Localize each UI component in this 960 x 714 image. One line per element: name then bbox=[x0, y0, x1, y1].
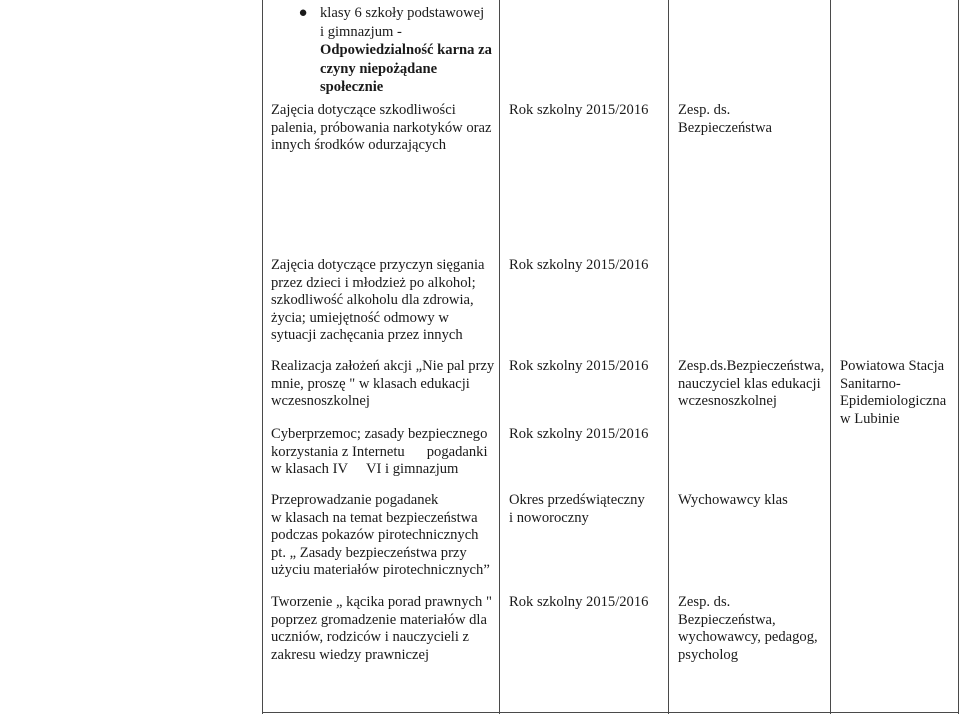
text-line: szkodliwość alkoholu dla zdrowia, bbox=[271, 292, 474, 308]
activity-cell-alcohol bbox=[271, 257, 496, 345]
text-line: w Lubinie bbox=[840, 410, 900, 427]
text-line: sytuacji zachęcania przez innych bbox=[271, 327, 463, 343]
text-line: Zesp.ds.Bezpieczeństwa, bbox=[678, 358, 825, 374]
text-line: podczas pokazów pirotechnicznych bbox=[271, 527, 479, 543]
activity-cell-nie-pal bbox=[271, 358, 496, 411]
bullet-icon: ● bbox=[298, 5, 308, 21]
text-line: Epidemiologiczna bbox=[840, 393, 947, 409]
text-line: i noworoczny bbox=[509, 509, 589, 526]
table-border-bottom bbox=[262, 712, 959, 713]
column-divider-responsible-partner bbox=[830, 0, 831, 714]
term-cell-smoking: Rok szkolny 2015/2016 bbox=[509, 102, 649, 118]
responsible-cell-legal bbox=[678, 594, 818, 664]
text-line: w klasach na temat bezpieczeństwa bbox=[271, 509, 478, 526]
activity-cell-fireworks bbox=[271, 492, 496, 580]
text-fragment: w klasach IV bbox=[271, 461, 348, 477]
term-cell-fireworks bbox=[509, 492, 645, 527]
text-line bbox=[271, 461, 496, 479]
responsible-cell-nie-pal bbox=[678, 358, 824, 411]
text-line: Zajęcia dotyczące szkodliwości bbox=[271, 102, 456, 118]
responsible-cell-fireworks: Wychowawcy klas bbox=[678, 492, 788, 508]
bold-text-line: Odpowiedzialność karna za bbox=[320, 42, 492, 58]
text-line: życia; umiejętność odmowy w bbox=[271, 309, 449, 326]
text-line: Bezpieczeństwa bbox=[678, 119, 772, 136]
table-border-right bbox=[958, 0, 959, 714]
term-cell-cyber: Rok szkolny 2015/2016 bbox=[509, 426, 649, 442]
text-line: Sanitarno- bbox=[840, 375, 901, 392]
text-line: Cyberprzemoc; zasady bezpiecznego bbox=[271, 426, 488, 442]
text-line: palenia, próbowania narkotyków oraz bbox=[271, 119, 492, 136]
text-line: Zajęcia dotyczące przyczyn sięgania bbox=[271, 257, 485, 273]
term-cell-legal: Rok szkolny 2015/2016 bbox=[509, 594, 649, 610]
bold-text-line: czyny niepożądane bbox=[320, 60, 438, 77]
text-fragment: korzystania z Internetu bbox=[271, 443, 405, 460]
text-line: Okres przedświąteczny bbox=[509, 492, 645, 508]
bullet-item-text bbox=[320, 4, 520, 97]
text-line: Realizacja założeń akcji „Nie pal przy bbox=[271, 358, 495, 374]
term-cell-alcohol: Rok szkolny 2015/2016 bbox=[509, 257, 649, 273]
text-line: klasy 6 szkoły podstawowej bbox=[320, 5, 485, 21]
text-line: poprzez gromadzenie materiałów dla bbox=[271, 611, 487, 628]
text-line: wczesnoszkolnej bbox=[271, 393, 370, 409]
text-line: Bezpieczeństwa, bbox=[678, 611, 776, 628]
text-line: innych środków odurzających bbox=[271, 137, 447, 153]
text-line: Tworzenie „ kącika porad prawnych " bbox=[271, 594, 492, 610]
text-line: nauczyciel klas edukacji bbox=[678, 375, 821, 392]
text-line: wychowawcy, pedagog, bbox=[678, 629, 818, 645]
table-border-left bbox=[262, 0, 263, 714]
text-line: psycholog bbox=[678, 646, 738, 663]
text-line bbox=[271, 444, 496, 462]
bold-text-line: społecznie bbox=[320, 79, 384, 95]
text-line: Zesp. ds. bbox=[678, 594, 731, 610]
term-cell-nie-pal: Rok szkolny 2015/2016 bbox=[509, 358, 649, 374]
partner-cell-nie-pal bbox=[840, 358, 946, 428]
activity-cell-smoking bbox=[271, 102, 496, 155]
text-line: Zesp. ds. bbox=[678, 102, 731, 118]
column-divider-term-responsible bbox=[668, 0, 669, 714]
text-line: mnie, proszę " w klasach edukacji bbox=[271, 375, 470, 392]
text-line: użyciu materiałów pirotechnicznych” bbox=[271, 562, 490, 578]
text-line: pt. „ Zasady bezpieczeństwa przy bbox=[271, 544, 467, 561]
text-line: wczesnoszkolnej bbox=[678, 393, 777, 409]
text-line: Przeprowadzanie pogadanek bbox=[271, 492, 439, 508]
text-fragment: pogadanki bbox=[426, 443, 488, 460]
text-fragment: VI i gimnazjum bbox=[366, 461, 459, 477]
text-line: uczniów, rodziców i nauczycieli z bbox=[271, 629, 470, 645]
responsible-cell-smoking bbox=[678, 102, 772, 137]
text-line: i gimnazjum - bbox=[320, 23, 402, 40]
column-divider-activity-term bbox=[499, 0, 500, 714]
activity-cell-cyber bbox=[271, 426, 496, 479]
text-line: zakresu wiedzy prawniczej bbox=[271, 646, 430, 663]
activity-cell-legal bbox=[271, 594, 496, 664]
text-line: Powiatowa Stacja bbox=[840, 358, 945, 374]
text-line: przez dzieci i młodzież po alkohol; bbox=[271, 274, 476, 291]
